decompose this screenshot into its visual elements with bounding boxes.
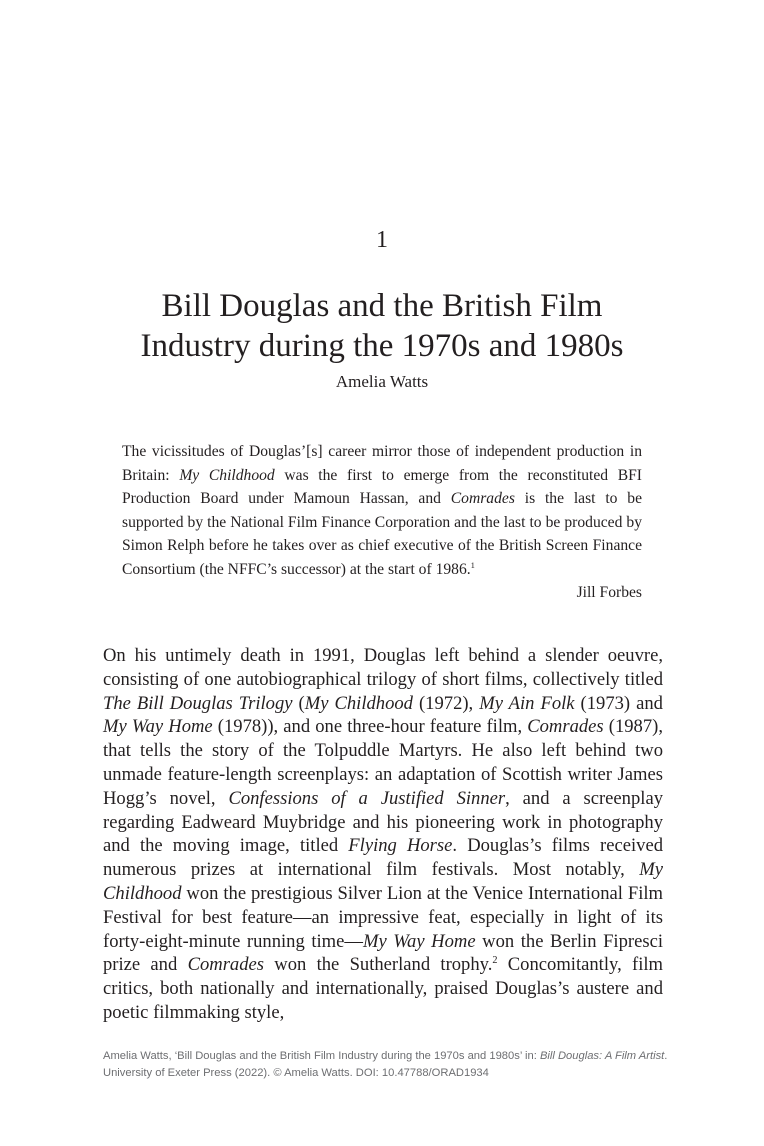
italic-title: My Childhood — [179, 466, 275, 484]
chapter-title — [0, 286, 764, 366]
epigraph-attribution: Jill Forbes — [576, 584, 642, 601]
italic-title: Bill Douglas: A Film Artist — [539, 1050, 665, 1062]
italic-title: My Way Home — [362, 930, 476, 952]
italic-title: Flying Horse — [348, 835, 453, 857]
italic-title: My Ain Folk — [479, 692, 575, 714]
italic-title: My Childhood — [103, 859, 663, 904]
footnote-marker: 2 — [492, 955, 498, 967]
body-paragraph-text — [103, 644, 663, 1025]
text-run: won the prestigious Silver Lion at the Venice International Film Festival for best feature—an impressive feat, especially in light of its forty-eight-minute running time— — [103, 882, 663, 952]
text-run: won the Berlin Fipresci prize and — [103, 930, 663, 976]
italic-title: Comrades — [527, 716, 604, 738]
text-run: (1973) and — [574, 692, 663, 714]
footnote-marker: 1 — [470, 559, 475, 570]
body-paragraph — [103, 644, 663, 1025]
chapter-title-line-2: Industry during the 1970s and 1980s — [140, 328, 624, 364]
text-run: is the last to be supported by the National Film Finance Corporation and the last to be produced by Simon Relph before he takes over as chief executive of the British Screen Finance Consortium (the NFFC’s successor) at the start of 1986. — [122, 490, 642, 578]
text-run: . University of Exeter Press (2022). © Amelia Watts. DOI: 10.47788/ORAD1934 — [103, 1050, 668, 1079]
chapter-title-line-1: Bill Douglas and the British Film — [161, 288, 603, 324]
text-run: . Douglas’s films received numerous prizes at international film festivals. Most notably, — [103, 835, 664, 881]
text-run: , and a screenplay regarding Eadweard Muybridge and his pioneering work in photography and the moving image, titled — [103, 787, 663, 857]
chapter-number: 1 — [376, 227, 388, 253]
chapter-author: Amelia Watts — [335, 372, 429, 391]
italic-title: Confessions of a Justified Sinner — [228, 787, 506, 809]
text-run: (1972), — [412, 692, 480, 714]
text-run: (1987), that tells the story of the Tolpuddle Martyrs. He also left behind two unmade feature-length screenplays: an adaptation of Scottish writer James Hogg’s novel, — [103, 716, 663, 809]
text-run: Amelia Watts, ‘Bill Douglas and the British Film Industry during the 1970s and 1980s’ in: — [103, 1050, 540, 1062]
text-run: was the first to emerge from the reconstituted BFI Production Board under Mamoun Hassan, and — [122, 466, 642, 507]
text-run: The vicissitudes of Douglas’[s] career mirror those of independent production in Britain: — [122, 443, 642, 484]
text-run: ( — [292, 692, 305, 714]
text-run: On his untimely death in 1991, Douglas left behind a slender oeuvre, consisting of one autobiographical trilogy of short films, collectively titled — [103, 645, 663, 690]
italic-title: My Childhood — [304, 692, 413, 714]
text-run: Concomitantly, film critics, both nationally and internationally, praised Douglas’s austere and poetic filmmaking style, — [103, 954, 663, 1023]
epigraph-text — [122, 440, 642, 581]
italic-title: The Bill Douglas Trilogy — [103, 692, 293, 714]
text-run: (1978)), and one three-hour feature film, — [212, 716, 528, 738]
italic-title: Comrades — [450, 490, 515, 507]
italic-title: Comrades — [187, 954, 265, 976]
citation-footer — [103, 1048, 683, 1082]
text-run: won the Sutherland trophy. — [264, 954, 493, 976]
italic-title: My Way Home — [103, 716, 213, 738]
epigraph — [122, 440, 642, 605]
